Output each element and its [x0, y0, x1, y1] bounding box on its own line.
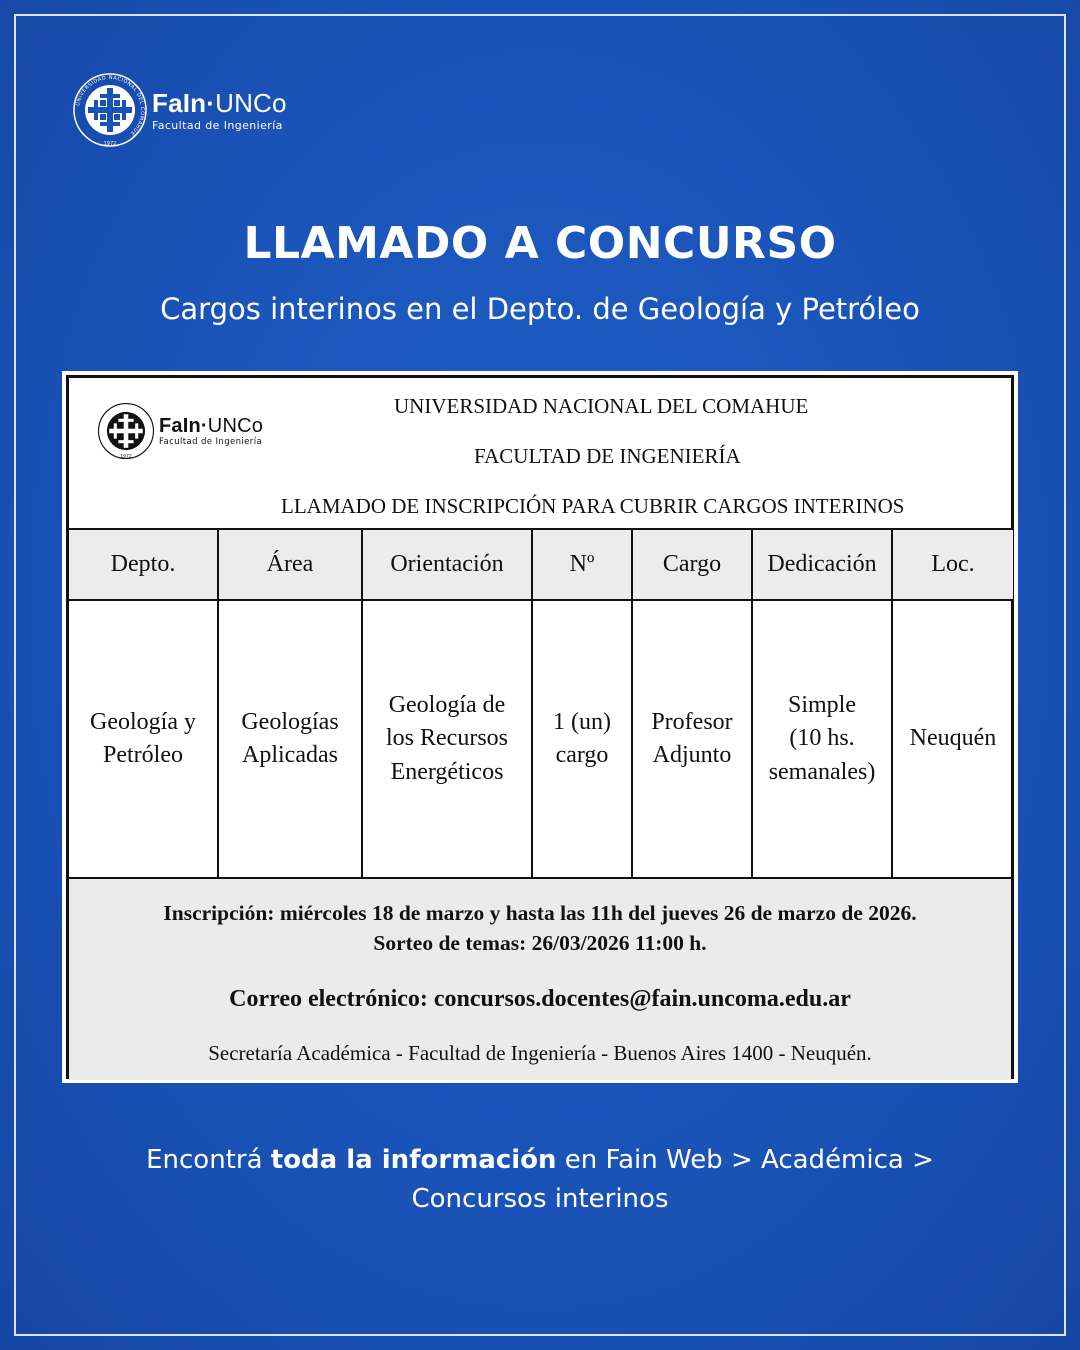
column-header: Cargo	[632, 530, 752, 600]
document-logo: 1972 FaIn·UNCo Facultad de Ingeniería	[97, 402, 263, 460]
office-address: Secretaría Académica - Facultad de Ingeniería - Buenos Aires 1400 - Neuquén.	[208, 1041, 872, 1065]
positions-table	[69, 530, 1013, 879]
column-header: Dedicación	[752, 530, 892, 600]
table-row	[69, 600, 1013, 878]
table-header-row	[69, 530, 1013, 600]
column-header: Orientación	[362, 530, 532, 600]
brand-logo	[72, 72, 287, 148]
cell-numero: 1 (un) cargo	[532, 600, 632, 878]
call-title: LLAMADO DE INSCRIPCIÓN PARA CUBRIR CARGOS INTERINOS	[281, 494, 905, 518]
column-header: Área	[218, 530, 362, 600]
document-footer	[69, 879, 1011, 1080]
column-header: Depto.	[69, 530, 218, 600]
cell-area: Geologías Aplicadas	[218, 600, 362, 878]
contact-email: Correo electrónico: concursos.docentes@fain.uncoma.edu.ar	[229, 986, 851, 1012]
cell-localidad: Neuquén	[892, 600, 1013, 878]
cell-depto: Geología y Petróleo	[69, 600, 218, 878]
document-header	[69, 378, 1011, 530]
university-seal-icon	[97, 402, 155, 460]
faculty-name: FACULTAD DE INGENIERÍA	[474, 444, 741, 468]
draw-date: Sorteo de temas: 26/03/2026 11:00 h.	[373, 930, 707, 955]
university-name: UNIVERSIDAD NACIONAL DEL COMAHUE	[394, 394, 809, 418]
brand-subtitle: Facultad de Ingeniería	[152, 118, 283, 132]
cell-orientacion: Geología de los Recursos Energéticos	[362, 600, 532, 878]
call-document	[62, 371, 1018, 1083]
seal-ring-text: UNIVERSIDAD NACIONAL DEL COMAHUE	[75, 74, 146, 137]
cell-dedicacion: Simple (10 hs. semanales)	[752, 600, 892, 878]
column-header: Nº	[532, 530, 632, 600]
university-seal-icon	[72, 72, 148, 148]
cell-cargo: Profesor Adjunto	[632, 600, 752, 878]
column-header: Loc.	[892, 530, 1013, 600]
inscription-dates: Inscripción: miércoles 18 de marzo y hasta las 11h del jueves 26 de marzo de 2026.	[163, 901, 917, 925]
footer-info: Encontrá toda la información en Fain Web > Académica > Concursos interinos	[146, 1145, 934, 1214]
svg-text:1972: 1972	[120, 454, 132, 460]
brand-name: FaIn·UNCo	[152, 87, 287, 118]
page-title: LLAMADO A CONCURSO	[243, 218, 837, 269]
page-subtitle: Cargos interinos en el Depto. de Geología y Petróleo	[160, 292, 920, 326]
seal-year: 1972	[103, 141, 117, 147]
footer-emphasis: toda la información	[270, 1145, 557, 1175]
